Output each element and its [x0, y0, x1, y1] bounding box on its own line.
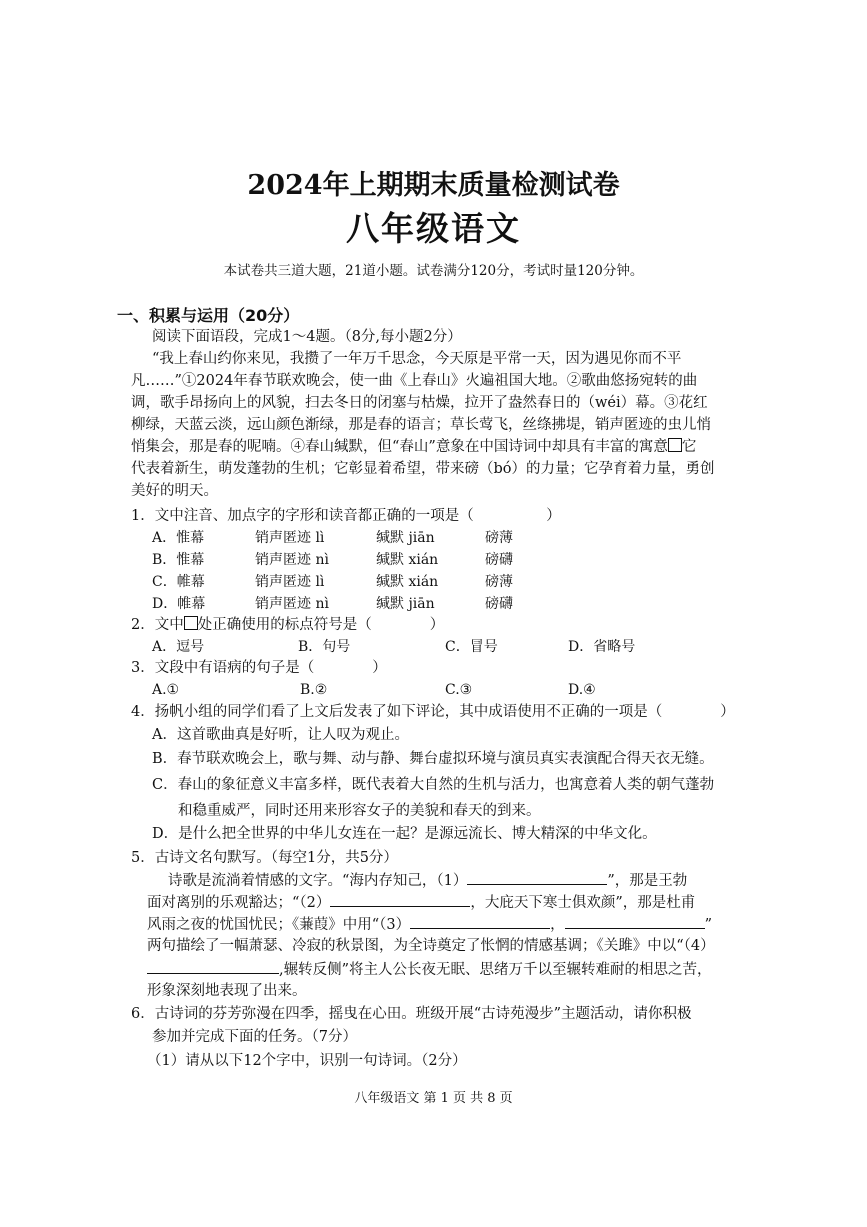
option-b[interactable]: B．句号 [298, 639, 351, 655]
passage-line: 凡……”①2024年春节联欢晚会，使一曲《上春山》火遍祖国大地。②歌曲悠扬宛转的曲 [131, 373, 698, 389]
fill-line: 形象深刻地表现了出来。 [147, 983, 307, 999]
option-c[interactable]: C．春山的象征意义丰富多样，既代表着大自然的生机与活力，也寓意着人类的朝气蓬勃 [152, 777, 715, 793]
question-2-stem [131, 614, 444, 636]
option-a-word[interactable]: A．惟幕 [152, 530, 205, 546]
question-6-stem-continued: 参加并完成下面的任务。（7分） [152, 1029, 357, 1045]
reading-instruction: 阅读下面语段，完成1～4题。（8分,每小题2分） [152, 329, 462, 345]
option-a[interactable]: A．这首歌曲真是好听，让人叹为观止。 [152, 727, 409, 743]
fill-text: ”，那是王勃 [607, 873, 688, 889]
fill-line [147, 913, 712, 936]
passage-line [131, 436, 696, 458]
option-d[interactable]: D.④ [568, 682, 596, 698]
option-d-word2: 磅礴 [485, 596, 513, 612]
fill-line [168, 869, 687, 892]
option-a-word2: 磅薄 [485, 530, 513, 546]
question-3-stem: 3．文段中有语病的句子是（ ） [131, 660, 387, 676]
fill-text: 风雨之夜的忧国忧民；《蒹葭》中用“（3） [147, 917, 411, 933]
punctuation-box [668, 438, 682, 452]
question-2-stem-tail: 处正确使用的标点符号是（ ） [197, 617, 445, 633]
punctuation-box [184, 616, 198, 630]
answer-blank-3a[interactable] [410, 913, 550, 929]
option-a-term: 销声匿迹 lì [255, 530, 325, 546]
passage-line: “我上春山约你来见，我攒了一年万千思念，今天原是平常一天，因为遇见你而不平 [152, 351, 682, 367]
fill-line [147, 891, 695, 914]
option-b-term: 销声匿迹 nì [255, 552, 329, 568]
option-c-word2: 磅薄 [485, 574, 513, 590]
option-b[interactable]: B．春节联欢晚会上，歌与舞、动与静、舞台虚拟环境与演员真实表演配合得天衣无缝。 [152, 751, 714, 767]
passage-line-text: 悄集会，那是春的呢喃。④春山缄默，但“春山”意象在中国诗词中却具有丰富的寓意 [131, 439, 668, 455]
option-b[interactable]: B.② [300, 682, 328, 698]
option-d[interactable]: D．是什么把全世界的中华儿女连在一起？是源远流长、博大精深的中华文化。 [152, 826, 657, 842]
fill-text: ,辗转反侧”将主人公长夜无眠、思绪万千以至辗转难耐的相思之苦， [279, 962, 712, 978]
option-b-word[interactable]: B．惟幕 [152, 552, 205, 568]
option-b-pinyin: 缄默 xián [376, 552, 439, 568]
fill-text: 面对离别的乐观豁达；“（2） [147, 895, 331, 911]
option-d-term: 销声匿迹 nì [255, 596, 329, 612]
section-heading: 一、积累与运用（20分） [117, 306, 300, 325]
option-c-term: 销声匿迹 lì [255, 574, 325, 590]
question-5-stem: 5．古诗文名句默写。（每空1分，共5分） [131, 850, 398, 866]
question-1-stem: 1．文中注音、加点字的字形和读音都正确的一项是（ ） [131, 508, 561, 524]
option-c[interactable]: C.③ [445, 682, 473, 698]
question-6-stem: 6．古诗词的芬芳弥漫在四季，摇曳在心田。班级开展“古诗苑漫步”主题活动，请你积极 [131, 1006, 692, 1022]
page-footer: 八年级语文 第 1 页 共 8 页 [354, 1091, 513, 1106]
option-d-word[interactable]: D．帷幕 [152, 596, 206, 612]
exam-intro: 本试卷共三道大题，21道小题。试卷满分120分，考试时量120分钟。 [223, 263, 644, 279]
passage-line: 美好的明天。 [131, 483, 218, 499]
passage-line: 调，歌手昂扬向上的风貌，扫去冬日的闭塞与枯燥，拉开了盎然春日的（wéi）幕。③花红 [131, 395, 708, 411]
fill-text: ” [704, 917, 713, 933]
fill-line: 两句描绘了一幅萧瑟、冷寂的秋景图，为全诗奠定了怅惘的情感基调；《关雎》中以“（4） [147, 938, 715, 954]
passage-line: 柳绿，天蓝云淡，远山颜色渐绿，那是春的语言；草长莺飞，丝绦拂堤，销声匿迹的虫儿悄 [131, 417, 711, 433]
option-c[interactable]: C．冒号 [445, 639, 498, 655]
option-a[interactable]: A.① [152, 682, 180, 698]
answer-blank-4[interactable] [147, 958, 279, 974]
question-6-sub-1: （1）请从以下12个字中，识别一句诗词。（2分） [147, 1053, 467, 1069]
option-c-continued: 和稳重威严，同时还用来形容女子的美貌和春天的到来。 [178, 803, 541, 819]
passage-line: 代表着新生，萌发蓬勃的生机；它彰显着希望，带来磅（bó）的力量；它孕育着力量，勇创 [131, 461, 715, 477]
option-a[interactable]: A．逗号 [152, 639, 205, 655]
option-c-pinyin: 缄默 xián [376, 574, 439, 590]
answer-blank-1[interactable] [467, 869, 607, 885]
fill-text: 诗歌是流淌着情感的文字。“海内存知己，（1） [168, 873, 468, 889]
option-d[interactable]: D．省略号 [568, 639, 636, 655]
passage-box-tail: 它 [681, 439, 697, 455]
fill-text: ，大庇天下寒士俱欢颜”，那是杜甫 [470, 895, 696, 911]
answer-blank-3b[interactable] [565, 913, 705, 929]
exam-title: 2024年上期期末质量检测试卷 [247, 170, 620, 201]
option-d-pinyin: 缄默 jiān [376, 596, 435, 612]
option-b-word2: 磅礴 [485, 552, 513, 568]
fill-text: ， [550, 917, 565, 933]
option-a-pinyin: 缄默 jiān [376, 530, 435, 546]
option-c-word[interactable]: C．帷幕 [152, 574, 205, 590]
fill-line [147, 958, 712, 981]
subject-title: 八年级语文 [346, 209, 521, 248]
question-4-stem: 4．扬帆小组的同学们看了上文后发表了如下评论，其中成语使用不正确的一项是（ ） [131, 704, 735, 720]
question-2-stem-head: 2．文中 [131, 617, 184, 633]
answer-blank-2[interactable] [330, 891, 470, 907]
